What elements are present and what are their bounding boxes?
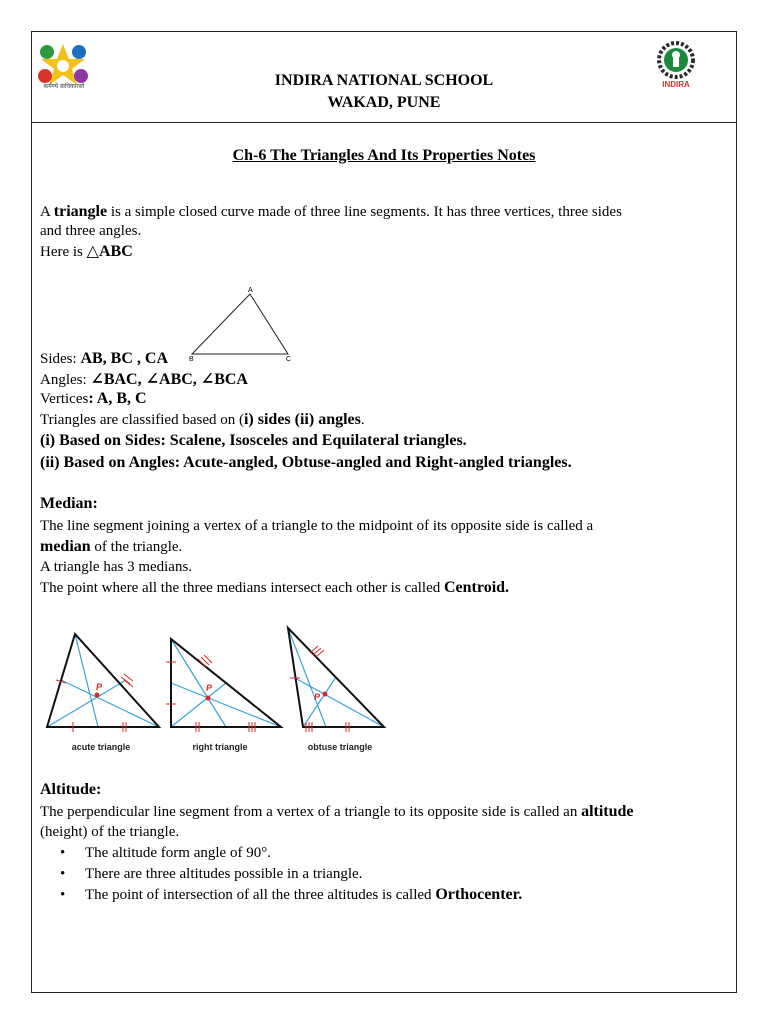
sides-label: Sides: — [40, 351, 81, 367]
bullet-text: There are three altitudes possible in a triangle. — [85, 866, 363, 882]
school-name: INDIRA NATIONAL SCHOOL — [274, 72, 494, 89]
triangle-abc-diagram — [180, 280, 310, 366]
median-text: The point where all the three medians intersect each other is called — [40, 580, 444, 596]
vertex-c-label: C — [286, 356, 292, 363]
vertex-b-label: B — [189, 356, 194, 363]
vertices-label: Vertices — [40, 391, 89, 407]
classified-line — [40, 411, 365, 429]
median-line-1: The line segment joining a vertex of a triangle to the midpoint of its opposite side is called a — [40, 518, 594, 534]
intro-text: Here is — [40, 244, 87, 260]
vertex-a-label: A — [248, 287, 253, 294]
based-on-sides: (i) Based on Sides: Scalene, Isosceles and Equilateral triangles. — [40, 432, 467, 449]
list-item — [60, 886, 522, 904]
vertices-value: : A, B, C — [88, 390, 147, 407]
vertices-line — [40, 390, 147, 408]
angles-label: Angles: — [40, 372, 91, 388]
caption-acute: acute triangle — [71, 742, 131, 752]
bullet-text: The point of intersection of all the three altitudes is called — [85, 887, 436, 903]
bullet-symbol: • — [60, 866, 66, 882]
median-term: median — [40, 538, 91, 555]
left-logo-caption: कर्मण्ये वाधिकारस्ते — [43, 83, 85, 90]
list-item — [60, 844, 271, 862]
based-on-angles: (ii) Based on Angles: Acute-angled, Obtuse-angled and Right-angled triangles. — [40, 454, 572, 471]
centroid-label: P — [206, 683, 213, 693]
triangle-symbol: △ABC — [86, 243, 133, 260]
median-line-2 — [40, 538, 182, 556]
angles-line — [40, 371, 248, 389]
intro-line-2: and three angles. — [40, 223, 142, 239]
median-line-4 — [40, 579, 509, 597]
median-line-3: A triangle has 3 medians. — [40, 559, 193, 575]
intro-line-1 — [40, 203, 622, 221]
triangle-term: triangle — [53, 203, 108, 220]
intro-text: A — [40, 204, 54, 220]
orthocenter-term: Orthocenter. — [435, 886, 523, 903]
classified-text: Triangles are classified based on ( — [40, 412, 244, 428]
right-logo-text: INDIRA — [662, 80, 690, 89]
centroid-term: Centroid. — [444, 579, 510, 596]
classified-bases: i) sides (ii) angles — [243, 411, 361, 428]
bullet-symbol: • — [60, 845, 66, 861]
sides-value: AB, BC , CA — [80, 350, 168, 367]
acute-triangle-figure — [47, 634, 159, 732]
intro-line-3 — [40, 243, 133, 261]
median-heading: Median: — [40, 495, 98, 512]
altitude-text: The perpendicular line segment from a vertex of a triangle to its opposite side is called an — [40, 804, 582, 820]
centroid-label: P — [96, 682, 103, 692]
caption-obtuse: obtuse triangle — [307, 742, 373, 752]
page-title-text: Ch-6 The Triangles And Its Properties Notes — [232, 147, 536, 164]
caption-right: right triangle — [192, 742, 248, 752]
median-text: of the triangle. — [90, 539, 183, 555]
angles-value: ∠BAC, ∠ABC, ∠BCA — [90, 371, 248, 388]
altitude-line-2: (height) of the triangle. — [40, 824, 180, 840]
bullet-text: The altitude form angle of 90°. — [85, 845, 271, 861]
centroid-label: P — [314, 692, 321, 702]
sides-line — [40, 350, 168, 368]
school-location: WAKAD, PUNE — [327, 94, 441, 111]
obtuse-triangle-figure — [288, 628, 384, 732]
classified-text: . — [360, 412, 365, 428]
right-triangle-figure — [166, 639, 281, 732]
bullet-symbol: • — [60, 887, 66, 903]
list-item — [60, 865, 362, 883]
altitude-line-1 — [40, 803, 634, 821]
altitude-heading: Altitude: — [40, 781, 102, 798]
page-title — [0, 147, 768, 165]
altitude-term: altitude — [581, 803, 634, 820]
intro-text: is a simple closed curve made of three line segments. It has three vertices, three sides — [107, 204, 622, 220]
header-divider — [31, 122, 737, 123]
medians-figure — [36, 622, 396, 758]
